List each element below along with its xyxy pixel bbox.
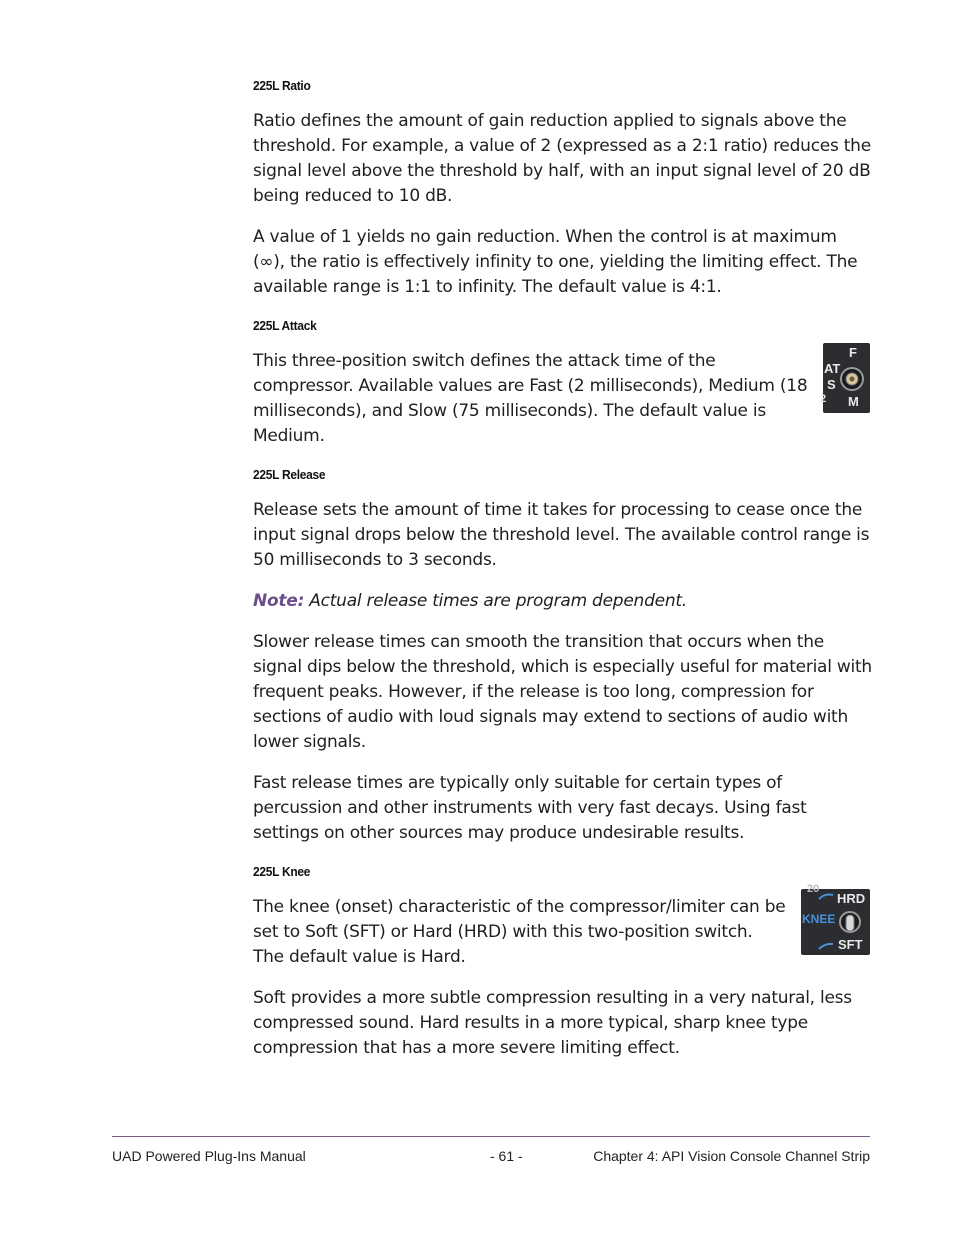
ratio-paragraph-2: A value of 1 yields no gain reduction. When the control is at maximum (∞), the ratio is effectively infinity to one, yielding the limiting effect. The available range is 1:1 to infinity. The default value is 4:1. <box>253 227 858 297</box>
attack-label-s: S <box>827 377 836 392</box>
release-paragraph-2: Slower release times can smooth the transition that occurs when the signal dips below the threshold, which is especially useful for material with frequent peaks. However, if the release is too long, compression for sections of audio with loud signals may extend to sections of audio with lower signals. <box>253 632 872 752</box>
note-label: Note: <box>253 591 305 611</box>
knee-label-knee: KNEE <box>802 912 836 926</box>
knee-label-20: 20 <box>807 883 820 895</box>
knee-switch-image <box>801 883 870 955</box>
toggle-knob-icon <box>823 343 870 413</box>
knee-body <box>253 883 873 970</box>
attack-paragraph-1: This three-position switch defines the attack time of the compressor. Available values are Fast (2 milliseconds), Medium (18 milliseconds), and Slow (75 milliseconds). The default value is Medium. <box>253 351 808 446</box>
toggle-knob-icon <box>801 889 870 955</box>
attack-body <box>253 345 873 449</box>
section-attack <box>253 318 873 449</box>
section-release <box>253 467 873 846</box>
footer-rule <box>112 1136 870 1137</box>
attack-label-f: F <box>849 345 857 360</box>
ratio-paragraph-1: Ratio defines the amount of gain reduction applied to signals above the threshold. For example, a value of 2 (expressed as a 2:1 ratio) reduces the signal level above the threshold by half, with an input signal level of 20 dB being reduced to 10 dB. <box>253 111 871 206</box>
heading-release: 225L Release <box>253 467 326 482</box>
release-paragraph-3: Fast release times are typically only suitable for certain types of percussion and other instruments with very fast decays. Using fast settings on other sources may produce undesirable results. <box>253 773 807 843</box>
note-text: Actual release times are program dependent. <box>309 591 687 611</box>
attack-switch-image <box>820 343 870 413</box>
footer-left: UAD Powered Plug-Ins Manual <box>112 1148 306 1164</box>
knee-paragraph-2: Soft provides a more subtle compression resulting in a very natural, less compressed sound. Hard results in a more typical, sharp knee type compression that has a more severe limiting effect. <box>253 988 852 1058</box>
knee-paragraph-1: The knee (onset) characteristic of the compressor/limiter can be set to Soft (SFT) or Hard (HRD) with this two-position switch. The default value is Hard. <box>253 897 786 967</box>
page-content <box>253 78 873 1077</box>
section-knee <box>253 864 873 1061</box>
release-note <box>253 589 873 614</box>
section-ratio <box>253 78 873 300</box>
heading-knee: 225L Knee <box>253 864 311 879</box>
heading-ratio: 225L Ratio <box>253 78 311 93</box>
attack-label-2: 2 <box>820 393 827 405</box>
knee-label-hrd: HRD <box>837 891 866 906</box>
footer-page-number: - 61 - <box>490 1148 523 1164</box>
release-paragraph-1: Release sets the amount of time it takes for processing to cease once the input signal drops below the threshold level. The available control range is 50 milliseconds to 3 seconds. <box>253 500 870 570</box>
footer-right: Chapter 4: API Vision Console Channel Strip <box>593 1148 870 1164</box>
attack-label-at: AT <box>824 361 841 376</box>
knee-label-sft: SFT <box>838 937 863 952</box>
heading-attack: 225L Attack <box>253 318 317 333</box>
attack-label-m: M <box>848 394 859 409</box>
